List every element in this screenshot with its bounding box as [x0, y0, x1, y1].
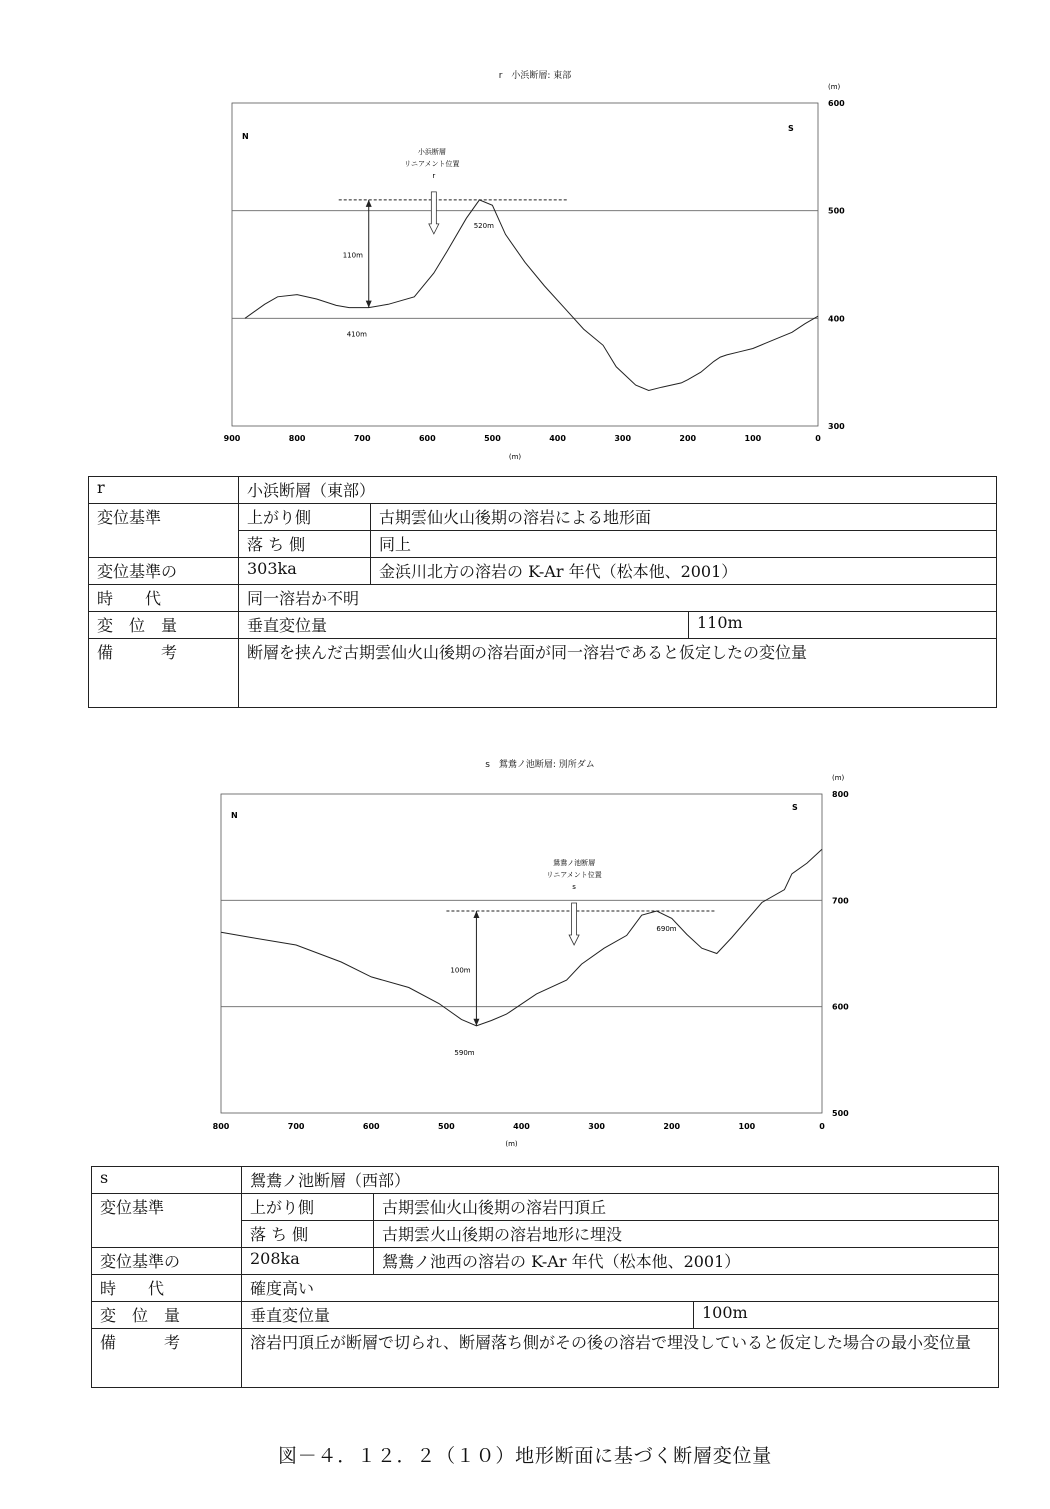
table-s-disp-value: 100m	[694, 1302, 999, 1329]
chart1-x-tick-label: 400	[513, 1122, 530, 1131]
chart0-x-tick-label: 0	[815, 434, 821, 443]
chart1-x-tick-label: 800	[212, 1122, 230, 1131]
table-r-age-label-2: 時 代	[89, 585, 239, 612]
chart1-x-tick-label: 700	[287, 1122, 305, 1131]
chart1-direction-right: S	[792, 803, 798, 812]
chart0-x-tick-label: 300	[614, 434, 632, 443]
chart0-low-label: 410m	[346, 330, 367, 339]
table-s-id: s	[92, 1167, 242, 1194]
chart1-x-tick-label: 100	[738, 1122, 756, 1131]
figure-caption: 図－４．１２．２（１０）地形断面に基づく断層変位量	[277, 1445, 772, 1467]
chart0-fault-letter: r	[432, 171, 436, 180]
table-s-disp-type: 垂直変位量	[242, 1302, 694, 1329]
table-s-down-label: 落 ち 側	[242, 1221, 374, 1248]
chart1-x-tick-label: 300	[588, 1122, 605, 1131]
chart0-x-tick-label: 100	[744, 434, 762, 443]
table-r-age-label-1: 変位基準の	[89, 558, 239, 585]
chart0-y-tick-label: 400	[828, 314, 845, 324]
table-r-down-value: 同上	[371, 531, 997, 558]
table-s-age-note: 確度高い	[242, 1275, 999, 1302]
chart1-fault-label: 鴛鴦ノ池断層	[553, 858, 596, 867]
chart-title-s: s 鴛鴦ノ池断層: 別所ダム	[485, 760, 595, 770]
table-s-name: 鴛鴦ノ池断層（西部）	[242, 1167, 999, 1194]
chart0-x-tick-label: 600	[418, 434, 436, 443]
chart1-x-tick-label: 500	[438, 1122, 455, 1131]
chart-title-r: r 小浜断層: 東部	[498, 71, 572, 81]
table-r-remark-label: 備 考	[89, 639, 239, 708]
table-r-up-value: 古期雲仙火山後期の溶岩による地形面	[371, 504, 997, 531]
chart0-x-tick-label: 800	[288, 434, 306, 443]
chart0-x-unit: (m)	[508, 453, 522, 461]
chart1-fault-letter: s	[572, 882, 576, 891]
table-r-ref-label: 変位基準	[89, 504, 239, 558]
chart1-fault-arrow	[569, 903, 579, 945]
table-r-id: r	[89, 477, 239, 504]
chart1-x-unit: (m)	[505, 1140, 518, 1148]
chart1-low-label: 590m	[454, 1048, 475, 1057]
table-s-up-label: 上がり側	[242, 1194, 374, 1221]
chart0-direction-right: S	[788, 124, 794, 133]
table-s-age-source: 鴛鴦ノ池西の溶岩の K-Ar 年代（松本他、2001）	[374, 1248, 999, 1275]
chart1-y-unit: (m)	[832, 774, 845, 782]
chart0-fault-label: 小浜断層	[417, 147, 446, 156]
chart0-peak-label: 520m	[473, 221, 494, 230]
table-r-age-note: 同一溶岩か不明	[239, 585, 997, 612]
table-s-age-label-2: 時 代	[92, 1275, 242, 1302]
chart1-offset-label: 100m	[450, 966, 471, 975]
chart0-offset-label: 110m	[342, 251, 363, 260]
table-r-age-source: 金浜川北方の溶岩の K-Ar 年代（松本他、2001）	[371, 558, 997, 585]
table-s-age-label-1: 変位基準の	[92, 1248, 242, 1275]
chart1-direction-left: N	[231, 811, 238, 820]
table-r-disp-value: 110m	[689, 612, 997, 639]
chart0-x-tick-label: 400	[549, 434, 566, 443]
chart0-y-tick-label: 600	[828, 99, 845, 108]
table-r-disp-type: 垂直変位量	[239, 612, 689, 639]
table-r-name: 小浜断層（東部）	[239, 477, 997, 504]
table-s-age-value: 208ka	[242, 1248, 374, 1275]
table-s-down-value: 古期雲火山後期の溶岩地形に埋没	[374, 1221, 999, 1248]
chart0-y-unit: (m)	[828, 83, 841, 91]
chart0-x-tick-label: 200	[679, 434, 697, 443]
chart0-y-tick-label: 500	[828, 206, 845, 216]
chart1-x-tick-label: 200	[663, 1122, 681, 1131]
chart1-offset-arrowhead-top	[473, 911, 479, 918]
chart1-y-tick-label: 500	[832, 1109, 849, 1118]
table-s-remark-label: 備 考	[92, 1329, 242, 1388]
chart0-x-tick-label: 500	[484, 434, 501, 443]
info-table-s	[91, 1166, 999, 1388]
chart1-peak-label: 690m	[656, 924, 677, 933]
chart0-x-tick-label: 900	[223, 434, 241, 443]
table-s-remark-value: 溶岩円頂丘が断層で切られ、断層落ち側がその後の溶岩で埋没していると仮定した場合の最小変位量	[242, 1329, 999, 1388]
chart1-y-tick-label: 600	[832, 1002, 849, 1012]
chart1-plot-area	[221, 794, 822, 1113]
chart1-fault-label: リニアメント位置	[546, 870, 602, 879]
table-r-disp-label: 変 位 量	[89, 612, 239, 639]
table-r-remark-value: 断層を挟んだ古期雲仙火山後期の溶岩面が同一溶岩であると仮定したの変位量	[239, 639, 997, 708]
table-r-down-label: 落 ち 側	[239, 531, 371, 558]
table-s-ref-label: 変位基準	[92, 1194, 242, 1248]
chart1-y-tick-label: 700	[832, 896, 849, 906]
chart1-profile-line	[221, 849, 822, 1026]
table-s-up-value: 古期雲仙火山後期の溶岩円頂丘	[374, 1194, 999, 1221]
chart1-x-tick-label: 0	[819, 1122, 825, 1131]
table-r-up-label: 上がり側	[239, 504, 371, 531]
chart1-x-tick-label: 600	[362, 1122, 380, 1131]
chart0-y-tick-label: 300	[828, 422, 845, 431]
table-r-age-value: 303ka	[239, 558, 371, 585]
chart0-direction-left: N	[242, 132, 249, 141]
chart1-y-tick-label: 800	[832, 790, 849, 799]
chart0-fault-label: リニアメント位置	[404, 159, 460, 168]
table-s-disp-label: 変 位 量	[92, 1302, 242, 1329]
chart0-x-tick-label: 700	[353, 434, 371, 443]
